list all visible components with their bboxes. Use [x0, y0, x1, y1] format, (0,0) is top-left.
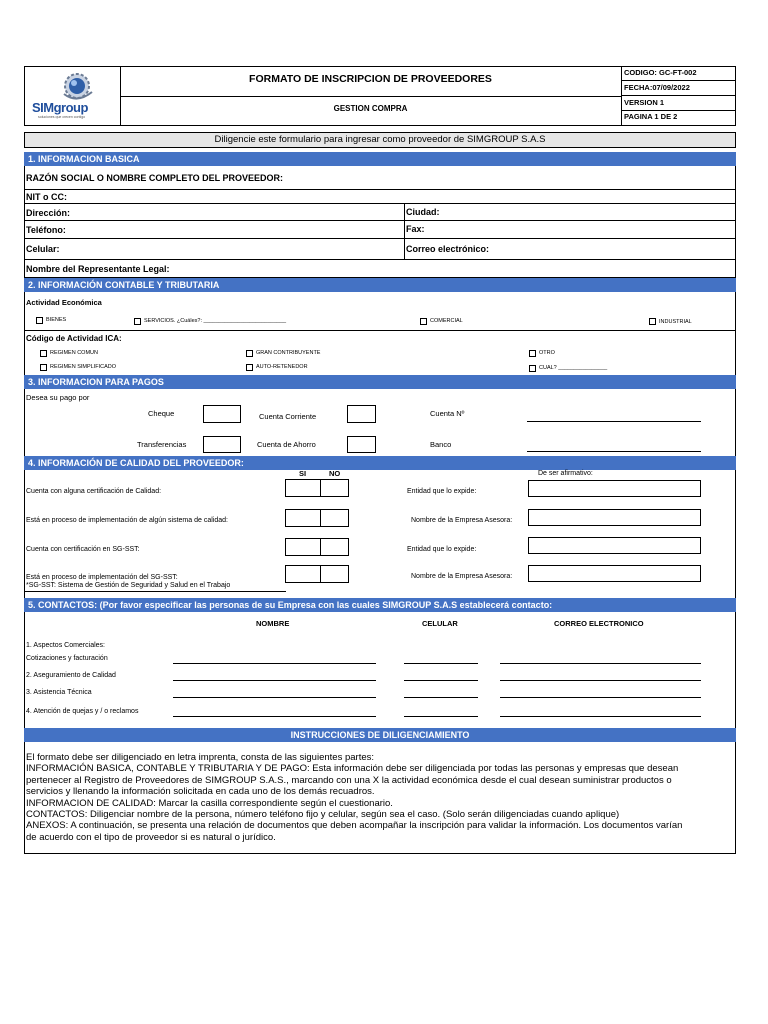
section2-header: 2. INFORMACIÓN CONTABLE Y TRIBUTARIA — [24, 278, 736, 292]
cuenta-corriente-box[interactable] — [347, 405, 376, 423]
instructions-line-5: INFORMACION DE CALIDAD: Marcar la casilla correspondiente según el cuestionario. — [26, 797, 393, 809]
bienes-label: BIENES — [46, 317, 67, 323]
gran-contribuyente-checkbox[interactable] — [246, 350, 253, 357]
instructions-line-7: ANEXOS: A continuación, se presenta una relación de documentos que deben acompañar la inscripción para validar la información. Los documentos varían — [26, 820, 683, 832]
contact-r4-label: 4. Atención de quejas y / o reclamos — [26, 708, 139, 715]
r1-nombre-line[interactable] — [173, 663, 376, 664]
servicios-label: SERVICIOS. ¿Cuáles?: ___________________________ — [144, 318, 287, 324]
cheque-label: Cheque — [148, 409, 175, 418]
a1-field[interactable] — [528, 480, 701, 497]
r1-celular-line[interactable] — [404, 663, 478, 664]
direccion-label: Dirección: — [26, 208, 71, 218]
correo-label: Correo electrónico: — [406, 244, 490, 254]
ica-label: Código de Actividad ICA: — [26, 334, 122, 343]
q1-si-box[interactable] — [285, 479, 321, 497]
regimen-comun-label: REGIMEN COMUN — [50, 350, 98, 356]
a4-field[interactable] — [528, 565, 701, 582]
contact-r1b-label: Cotizaciones y facturación — [26, 655, 108, 662]
cuenta-corriente-label: Cuenta Corriente — [259, 412, 317, 421]
instructions-body — [26, 752, 734, 843]
r1-correo-line[interactable] — [500, 663, 701, 664]
r2-celular-line[interactable] — [404, 680, 478, 681]
col-correo-label: CORREO ELECTRONICO — [554, 619, 644, 628]
r4-celular-line[interactable] — [404, 716, 478, 717]
q4-label: Está en proceso de implementación del SG-SST: — [26, 574, 178, 581]
instructions-line-3: pertenecer al Registro de Proveedores de SIMGROUP S.A.S., marcando con una X la actividad económica desde el cual desean suministrar productos o — [26, 774, 672, 786]
q1-no-box[interactable] — [320, 479, 349, 497]
q2-si-box[interactable] — [285, 509, 321, 527]
contact-r3-label: 3. Asistencia Técnica — [26, 689, 92, 696]
q4-no-box[interactable] — [320, 565, 349, 583]
transferencias-box[interactable] — [203, 436, 241, 453]
si-column-label: SI — [299, 469, 307, 478]
r4-nombre-line[interactable] — [173, 716, 376, 717]
r2-nombre-line[interactable] — [173, 680, 376, 681]
razon-social-label: RAZÓN SOCIAL O NOMBRE COMPLETO DEL PROVEEDOR: — [26, 173, 284, 183]
nit-label: NIT o CC: — [26, 192, 67, 202]
telefono-label: Teléfono: — [26, 225, 66, 235]
form-title: FORMATO DE INSCRIPCION DE PROVEEDORES — [249, 73, 492, 85]
regimen-simplificado-checkbox[interactable] — [40, 364, 47, 371]
section4-header: 4. INFORMACIÓN DE CALIDAD DEL PROVEEDOR: — [24, 456, 736, 470]
logo-text: SIMgroup — [32, 100, 88, 115]
pagina-label: PAGINA 1 DE 2 — [624, 112, 678, 121]
q3-label: Cuenta con certificación en SG-SST: — [26, 546, 140, 553]
banco-label: Banco — [430, 440, 452, 449]
regimen-comun-checkbox[interactable] — [40, 350, 47, 357]
a1-label: Entidad que lo expide: — [407, 488, 477, 495]
form-subtitle: GESTION COMPRA — [333, 104, 408, 113]
instructions-line-1: El formato debe ser diligenciado en letra imprenta, consta de las siguientes partes: — [26, 752, 375, 763]
contact-r2-label: 2. Aseguramiento de Calidad — [26, 672, 116, 679]
cuenta-ahorro-label: Cuenta de Ahorro — [257, 440, 316, 449]
desea-label: Desea su pago por — [26, 393, 90, 402]
cual-label: CUAL? ________________ — [539, 365, 608, 371]
fecha-label: FECHA:07/09/2022 — [624, 83, 690, 92]
bienes-checkbox[interactable] — [36, 317, 43, 324]
instructions-line-8: de acuerdo con el tipo de proveedor si es natural o jurídico. — [26, 831, 276, 843]
no-column-label: NO — [329, 469, 341, 478]
otro-checkbox[interactable] — [529, 350, 536, 357]
q1-label: Cuenta con alguna certificación de Calidad: — [26, 488, 162, 495]
version-label: VERSION 1 — [624, 98, 665, 107]
cuenta-ahorro-box[interactable] — [347, 436, 376, 453]
r3-celular-line[interactable] — [404, 697, 478, 698]
fax-label: Fax: — [406, 224, 425, 234]
contact-r1-label: 1. Aspectos Comerciales: — [26, 642, 105, 649]
cheque-box[interactable] — [203, 405, 241, 423]
auto-retenedor-label: AUTO-RETENEDOR — [256, 364, 308, 370]
instructions-header: INSTRUCCIONES DE DILIGENCIAMIENTO — [24, 728, 736, 742]
q4-si-box[interactable] — [285, 565, 321, 583]
col-nombre-label: NOMBRE — [256, 619, 290, 628]
r4-correo-line[interactable] — [500, 716, 701, 717]
r2-correo-line[interactable] — [500, 680, 701, 681]
transferencias-label: Transferencias — [137, 440, 187, 449]
cuenta-no-line[interactable] — [527, 421, 701, 422]
servicios-checkbox[interactable] — [134, 318, 141, 325]
representante-label: Nombre del Representante Legal: — [26, 264, 170, 274]
cual-checkbox[interactable] — [529, 365, 536, 372]
main-form-frame — [24, 152, 736, 854]
a3-label: Entidad que lo expide: — [407, 546, 477, 553]
a3-field[interactable] — [528, 537, 701, 554]
section3-header: 3. INFORMACION PARA PAGOS — [24, 375, 736, 389]
actividad-label: Actividad Económica — [26, 298, 102, 307]
col-celular-label: CELULAR — [422, 619, 458, 628]
de-ser-afirmativo-label: De ser afirmativo: — [538, 470, 593, 477]
industrial-label: INDUSTRIAL — [659, 319, 692, 325]
r3-nombre-line[interactable] — [173, 697, 376, 698]
codigo-label: CODIGO: GC-FT-002 — [624, 68, 697, 77]
r3-correo-line[interactable] — [500, 697, 701, 698]
comercial-label: COMERCIAL — [430, 318, 463, 324]
ciudad-label: Ciudad: — [406, 207, 440, 217]
logo-tagline: soluciones que crecen contigo — [38, 115, 86, 119]
intro-text: Diligencie este formulario para ingresar como proveedor de SIMGROUP S.A.S — [214, 134, 546, 145]
gran-contribuyente-label: GRAN CONTRIBUYENTE — [256, 350, 321, 356]
instructions-line-4: servicios y llenando la información solicitada en cada uno de los demás recuadros. — [26, 786, 375, 798]
auto-retenedor-checkbox[interactable] — [246, 364, 253, 371]
instructions-line-6: CONTACTOS: Diligenciar nombre de la persona, número teléfono fijo y celular, según sea el caso. (Solo serán diligenciadas cuando aplique) — [26, 809, 620, 821]
instructions-line-2: INFORMACIÓN BASICA, CONTABLE Y TRIBUTARIA Y DE PAGO: Esta información debe ser diligenciada por todas las personas y empresas que desean — [26, 763, 679, 775]
sg-sst-note: *SG-SST: Sistema de Gestión de Seguridad y Salud en el Trabajo — [26, 582, 231, 589]
q2-label: Está en proceso de implementación de algún sistema de calidad: — [26, 517, 228, 524]
q3-no-box[interactable] — [320, 538, 349, 556]
a4-label: Nombre de la Empresa Asesora: — [411, 573, 513, 580]
otro-label: OTRO — [539, 350, 555, 356]
q2-no-box[interactable] — [320, 509, 349, 527]
cuenta-no-label: Cuenta Nº — [430, 409, 465, 418]
a2-field[interactable] — [528, 509, 701, 526]
q3-si-box[interactable] — [285, 538, 321, 556]
industrial-checkbox[interactable] — [649, 318, 656, 325]
a2-label: Nombre de la Empresa Asesora: — [411, 517, 513, 524]
regimen-simplificado-label: REGIMEN SIMPLIFICADO — [50, 364, 117, 370]
celular-label: Celular: — [26, 244, 60, 254]
section5-header: 5. CONTACTOS: (Por favor especificar las personas de su Empresa con las cuales SIMGROUP S.A.S establecerá contacto: — [24, 598, 736, 612]
section1-header: 1. INFORMACION BASICA — [24, 152, 736, 166]
banco-line[interactable] — [527, 451, 701, 452]
comercial-checkbox[interactable] — [420, 318, 427, 325]
